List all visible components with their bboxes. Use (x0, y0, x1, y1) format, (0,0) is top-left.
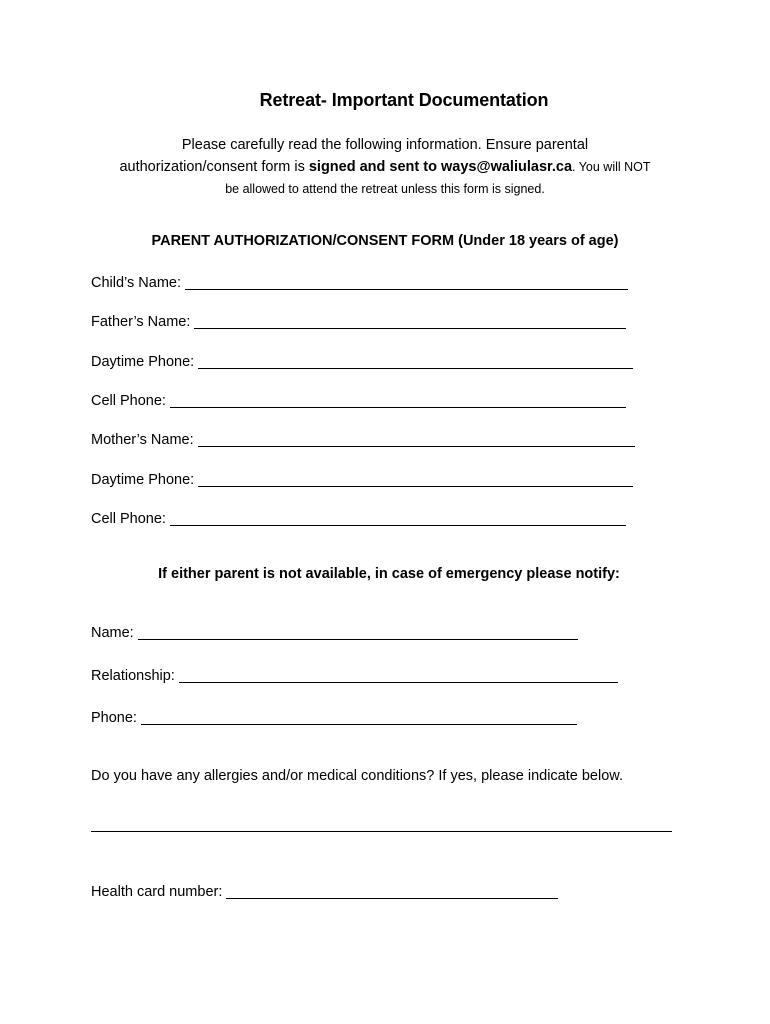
field-line[interactable] (141, 724, 577, 725)
field-line[interactable] (198, 446, 635, 447)
field-line[interactable] (226, 898, 558, 899)
field-label: Health card number: (91, 884, 223, 900)
field-line[interactable] (170, 407, 626, 408)
emergency-relationship-field[interactable] (91, 665, 618, 685)
field-line[interactable] (194, 328, 626, 329)
field-label: Cell Phone: (91, 511, 166, 527)
fathers-name-field[interactable] (91, 311, 626, 331)
field-label: Child’s Name: (91, 275, 181, 291)
emergency-phone-field[interactable] (91, 707, 577, 727)
mother-cell-phone-field[interactable] (91, 508, 626, 528)
health-card-field[interactable] (91, 881, 558, 901)
mothers-name-field[interactable] (91, 429, 635, 449)
father-cell-phone-field[interactable] (91, 390, 626, 410)
emergency-heading: If either parent is not available, in case of emergency please notify: (158, 566, 620, 582)
medical-answer-line[interactable] (91, 831, 672, 832)
field-line[interactable] (198, 486, 633, 487)
father-daytime-phone-field[interactable] (91, 351, 633, 371)
medical-question: Do you have any allergies and/or medical conditions? If yes, please indicate below. (91, 768, 623, 784)
consent-form-heading: PARENT AUTHORIZATION/CONSENT FORM (Under 18 years of age) (151, 233, 619, 249)
field-line[interactable] (179, 682, 618, 683)
intro-paragraph (60, 134, 710, 200)
field-label: Name: (91, 625, 134, 641)
field-line[interactable] (185, 289, 628, 290)
field-label: Mother’s Name: (91, 432, 194, 448)
intro-line-1: Please carefully read the following information. Ensure parental (181, 137, 589, 153)
field-label: Father’s Name: (91, 314, 191, 330)
document-title: Retreat- Important Documentation (259, 90, 549, 110)
field-label: Relationship: (91, 668, 175, 684)
field-label: Daytime Phone: (91, 354, 195, 370)
intro-line-2-bold: signed and sent to ways@waliulasr.ca (308, 159, 573, 175)
field-line[interactable] (138, 639, 578, 640)
field-line[interactable] (198, 368, 633, 369)
field-line[interactable] (170, 525, 626, 526)
intro-line-2-prefix: authorization/consent form is (119, 159, 309, 175)
emergency-name-field[interactable] (91, 622, 578, 642)
field-label: Phone: (91, 710, 137, 726)
childs-name-field[interactable] (91, 272, 628, 292)
intro-line-3: be allowed to attend the retreat unless this form is signed. (225, 182, 545, 196)
mother-daytime-phone-field[interactable] (91, 469, 633, 489)
intro-line-2-suffix: . You will NOT (572, 160, 651, 174)
field-label: Cell Phone: (91, 393, 166, 409)
field-label: Daytime Phone: (91, 472, 195, 488)
intro-line-2 (60, 156, 710, 178)
